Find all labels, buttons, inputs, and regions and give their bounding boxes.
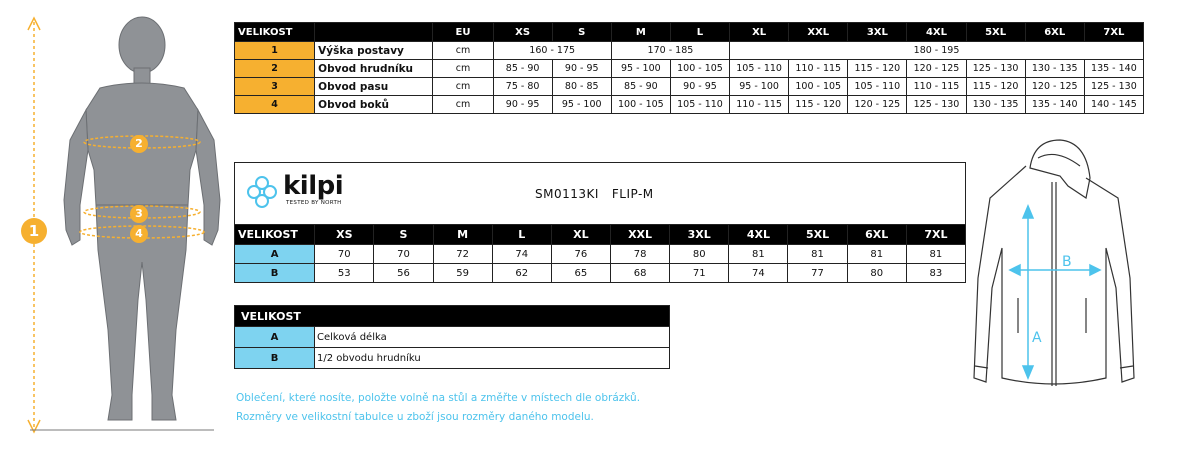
waist-marker-label: 3 xyxy=(135,207,143,220)
waist-marker-badge xyxy=(130,205,148,223)
value-cell: 115 - 120 xyxy=(789,96,848,114)
value-cell: 78 xyxy=(611,245,670,264)
value-cell: 62 xyxy=(492,264,551,283)
chest-marker-label: 2 xyxy=(135,137,143,150)
header-cell: EU xyxy=(433,23,493,42)
product-header xyxy=(234,162,966,224)
row-label: Obvod boků xyxy=(315,96,433,114)
row-key: B xyxy=(235,348,315,369)
legend-table-header xyxy=(235,306,670,327)
value-cell: 130 - 135 xyxy=(966,96,1025,114)
jacket-length-label: A xyxy=(1032,330,1042,346)
value-cell: 125 - 130 xyxy=(966,60,1025,78)
header-cell: 6XL xyxy=(847,225,906,245)
value-cell: 80 xyxy=(847,264,906,283)
header-cell: 7XL xyxy=(1084,23,1143,42)
value-cell: 120 - 125 xyxy=(907,60,966,78)
table-row xyxy=(235,264,966,283)
value-cell: 80 xyxy=(670,245,729,264)
value-cell: 83 xyxy=(906,264,965,283)
header-cell: M xyxy=(433,225,492,245)
value-cell: 90 - 95 xyxy=(670,78,729,96)
value-cell: 70 xyxy=(374,245,433,264)
product-name: FLIP-M xyxy=(611,187,654,201)
value-cell: 80 - 85 xyxy=(552,78,611,96)
unit-cell: cm xyxy=(433,96,493,114)
table-row xyxy=(235,42,1144,60)
header-cell: S xyxy=(552,23,611,42)
table-row xyxy=(235,327,670,348)
value-cell: 115 - 120 xyxy=(848,60,907,78)
row-label: Obvod hrudníku xyxy=(315,60,433,78)
value-cell: 56 xyxy=(374,264,433,283)
value-cell: 95 - 100 xyxy=(552,96,611,114)
value-cell: 95 - 100 xyxy=(730,78,789,96)
value-cell: 115 - 120 xyxy=(966,78,1025,96)
hip-marker-badge xyxy=(130,225,148,243)
value-cell: 105 - 110 xyxy=(848,78,907,96)
header-cell: VELIKOST xyxy=(235,306,670,327)
row-label: Výška postavy xyxy=(315,42,433,60)
product-code: SM0113KI xyxy=(535,187,599,201)
value-cell: 100 - 105 xyxy=(670,60,729,78)
row-key: B xyxy=(235,264,315,283)
header-cell: VELIKOST xyxy=(235,225,315,245)
value-cell: 77 xyxy=(788,264,847,283)
header-cell: XXL xyxy=(611,225,670,245)
chest-marker-badge xyxy=(130,135,148,153)
unit-cell: cm xyxy=(433,42,493,60)
measuring-note: Oblečení, které nosíte, položte volně na stůl a změřte v místech dle obrázků. xyxy=(236,392,641,404)
value-cell: 65 xyxy=(551,264,610,283)
value-cell: 90 - 95 xyxy=(552,60,611,78)
value-cell: 74 xyxy=(492,245,551,264)
value-cell: 140 - 145 xyxy=(1084,96,1143,114)
value-cell: 110 - 115 xyxy=(730,96,789,114)
table-row xyxy=(235,96,1144,114)
value-cell: 81 xyxy=(729,245,788,264)
value-cell: 180 - 195 xyxy=(730,42,1144,60)
row-number: 2 xyxy=(235,60,315,78)
header-cell: M xyxy=(611,23,670,42)
table-row xyxy=(235,78,1144,96)
header-cell: XXL xyxy=(789,23,848,42)
table-row xyxy=(235,348,670,369)
jacket-drawing xyxy=(968,138,1140,400)
value-cell: 71 xyxy=(670,264,729,283)
value-cell: 105 - 110 xyxy=(670,96,729,114)
value-cell: 135 - 140 xyxy=(1084,60,1143,78)
value-cell: 125 - 130 xyxy=(1084,78,1143,96)
header-cell: 3XL xyxy=(670,225,729,245)
hip-marker-label: 4 xyxy=(135,227,143,240)
row-key: A xyxy=(235,327,315,348)
unit-cell: cm xyxy=(433,60,493,78)
row-label: Obvod pasu xyxy=(315,78,433,96)
jacket-chest-label: B xyxy=(1062,254,1072,270)
value-cell: 120 - 125 xyxy=(1025,78,1084,96)
value-cell: 75 - 80 xyxy=(493,78,552,96)
table-row xyxy=(235,245,966,264)
value-cell: 81 xyxy=(788,245,847,264)
value-cell: 120 - 125 xyxy=(848,96,907,114)
kilpi-logo-icon xyxy=(245,175,279,209)
row-description: 1/2 obvodu hrudníku xyxy=(315,348,670,369)
value-cell: 68 xyxy=(611,264,670,283)
value-cell: 72 xyxy=(433,245,492,264)
value-cell: 130 - 135 xyxy=(1025,60,1084,78)
product-code-line xyxy=(535,187,654,201)
row-number: 4 xyxy=(235,96,315,114)
row-key: A xyxy=(235,245,315,264)
height-marker-badge xyxy=(21,218,47,244)
value-cell: 81 xyxy=(847,245,906,264)
header-cell: XL xyxy=(730,23,789,42)
model-dimensions-note: Rozměry ve velikostní tabulce u zboží jsou rozměry daného modelu. xyxy=(236,411,594,423)
logo-wordmark: kilpi xyxy=(283,171,344,201)
value-cell: 85 - 90 xyxy=(493,60,552,78)
row-number: 3 xyxy=(235,78,315,96)
value-cell: 76 xyxy=(551,245,610,264)
header-cell: L xyxy=(670,23,729,42)
header-cell: 7XL xyxy=(906,225,965,245)
value-cell: 70 xyxy=(315,245,374,264)
header-cell: XS xyxy=(493,23,552,42)
value-cell: 90 - 95 xyxy=(493,96,552,114)
value-cell: 135 - 140 xyxy=(1025,96,1084,114)
measurement-table-header xyxy=(235,225,966,245)
header-cell: XS xyxy=(315,225,374,245)
measurement-table xyxy=(234,224,966,283)
header-cell: XL xyxy=(551,225,610,245)
header-cell: 3XL xyxy=(848,23,907,42)
header-cell: VELIKOST xyxy=(235,23,315,42)
logo-tagline: TESTED BY NORTH xyxy=(286,200,342,206)
value-cell: 100 - 105 xyxy=(611,96,670,114)
value-cell: 85 - 90 xyxy=(611,78,670,96)
value-cell: 100 - 105 xyxy=(789,78,848,96)
size-table xyxy=(234,22,1144,114)
header-cell: 4XL xyxy=(729,225,788,245)
value-cell: 53 xyxy=(315,264,374,283)
table-row xyxy=(235,60,1144,78)
value-cell: 110 - 115 xyxy=(789,60,848,78)
value-cell: 160 - 175 xyxy=(493,42,611,60)
header-cell: 5XL xyxy=(966,23,1025,42)
value-cell: 110 - 115 xyxy=(907,78,966,96)
value-cell: 105 - 110 xyxy=(730,60,789,78)
header-cell: S xyxy=(374,225,433,245)
header-cell: 5XL xyxy=(788,225,847,245)
row-description: Celková délka xyxy=(315,327,670,348)
legend-table xyxy=(234,305,670,369)
value-cell: 170 - 185 xyxy=(611,42,729,60)
row-number: 1 xyxy=(235,42,315,60)
header-cell: 6XL xyxy=(1025,23,1084,42)
header-cell xyxy=(315,23,433,42)
size-table-header xyxy=(235,23,1144,42)
header-cell: 4XL xyxy=(907,23,966,42)
value-cell: 59 xyxy=(433,264,492,283)
value-cell: 81 xyxy=(906,245,965,264)
value-cell: 74 xyxy=(729,264,788,283)
value-cell: 125 - 130 xyxy=(907,96,966,114)
value-cell: 95 - 100 xyxy=(611,60,670,78)
header-cell: L xyxy=(492,225,551,245)
unit-cell: cm xyxy=(433,78,493,96)
height-marker-label: 1 xyxy=(28,222,40,240)
